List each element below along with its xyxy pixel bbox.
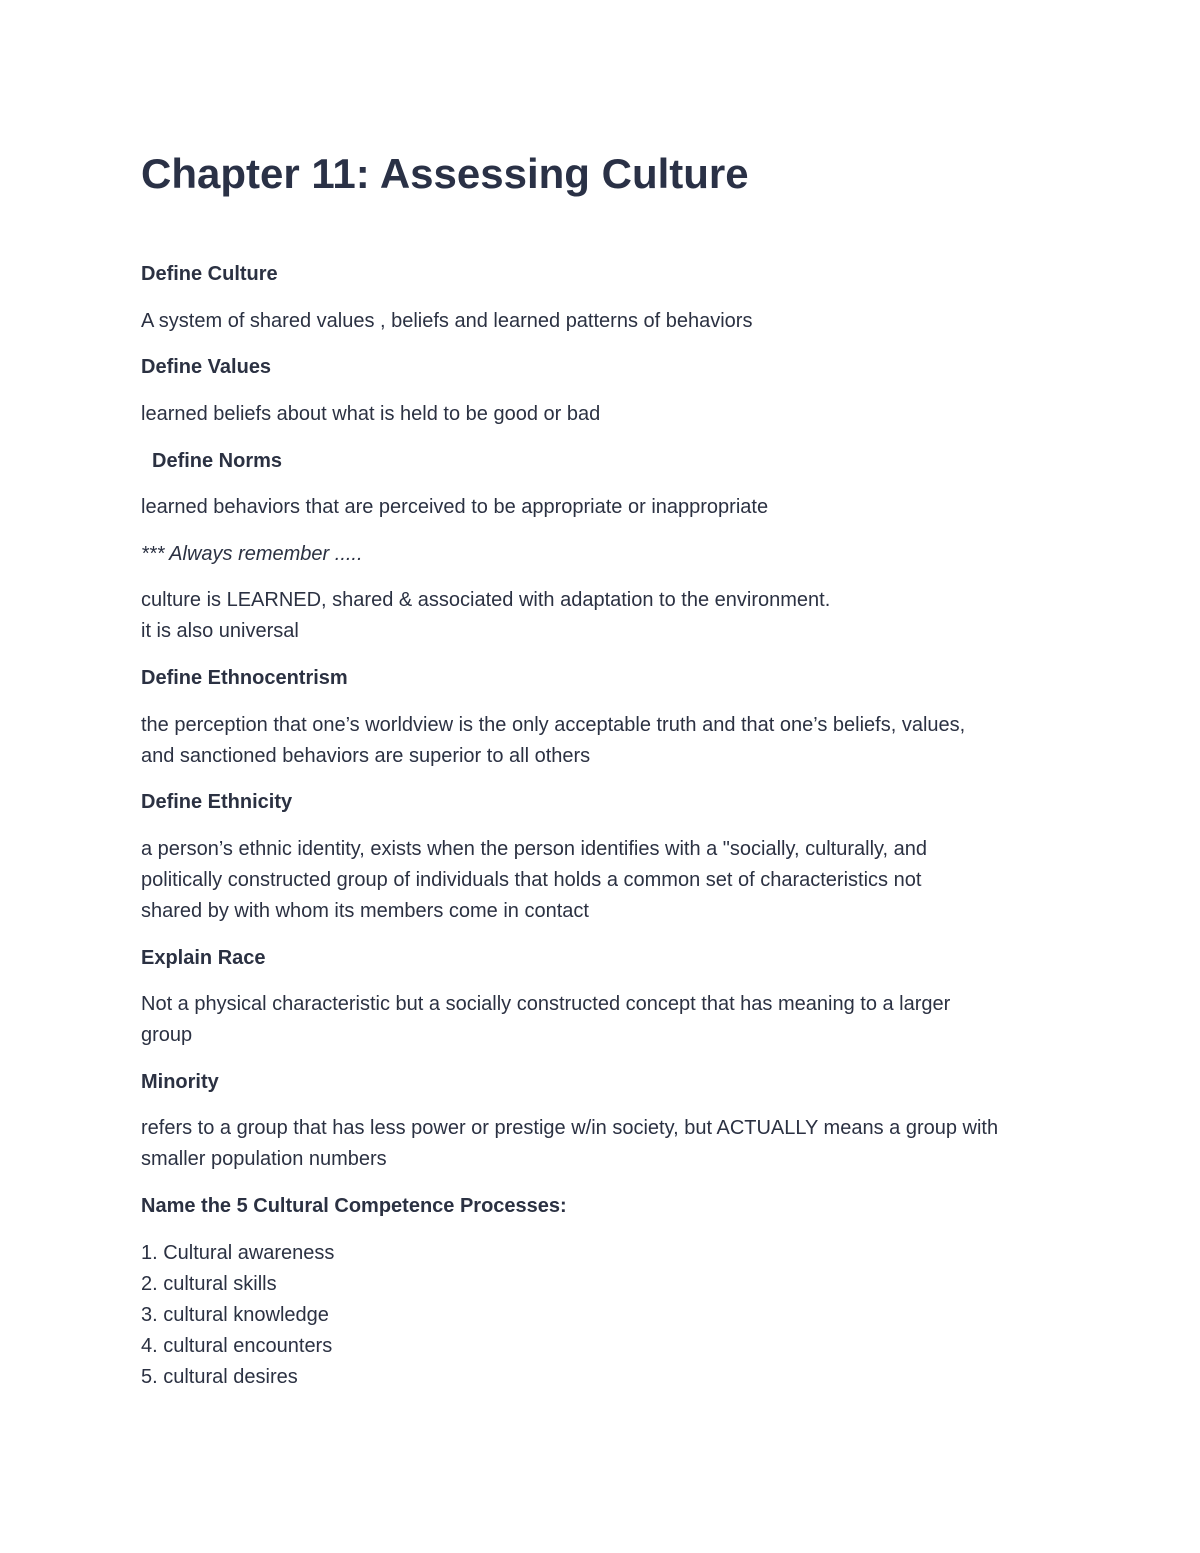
section-heading: Explain Race	[141, 947, 266, 969]
section-body: a person’s ethnic identity, exists when the person identifies with a "socially, culturally, and	[141, 838, 928, 860]
page-title: Chapter 11: Assessing Culture	[141, 150, 749, 197]
list-item: 2. cultural skills	[141, 1273, 277, 1295]
section-body: learned behaviors that are perceived to be appropriate or inappropriate	[141, 496, 769, 518]
list-item: 4. cultural encounters	[141, 1335, 333, 1357]
section-body: refers to a group that has less power or prestige w/in society, but ACTUALLY means a group with	[141, 1117, 999, 1139]
section-heading: Minority	[141, 1071, 219, 1093]
section-heading: Name the 5 Cultural Competence Processes:	[141, 1195, 567, 1217]
section-body: shared by with whom its members come in contact	[141, 900, 589, 922]
section-body: culture is LEARNED, shared & associated with adaptation to the environment.	[141, 589, 831, 611]
section-body: group	[141, 1024, 193, 1046]
reminder-note: *** Always remember .....	[141, 543, 363, 565]
section-body: learned beliefs about what is held to be good or bad	[141, 403, 601, 425]
section-body: politically constructed group of individuals that holds a common set of characteristics not	[141, 869, 922, 891]
section-body: the perception that one’s worldview is the only acceptable truth and that one’s beliefs, values,	[141, 714, 966, 736]
section-heading: Define Culture	[141, 263, 278, 285]
list-item: 5. cultural desires	[141, 1366, 298, 1388]
section-heading: Define Ethnocentrism	[141, 667, 348, 689]
list-item: 3. cultural knowledge	[141, 1304, 329, 1326]
section-heading: Define Ethnicity	[141, 791, 293, 813]
section-body: smaller population numbers	[141, 1148, 387, 1170]
section-heading: Define Norms	[152, 450, 283, 472]
section-body: it is also universal	[141, 620, 299, 642]
section-heading: Define Values	[141, 356, 272, 378]
section-body: A system of shared values , beliefs and learned patterns of behaviors	[141, 310, 753, 332]
section-body: and sanctioned behaviors are superior to all others	[141, 745, 591, 767]
section-body: Not a physical characteristic but a socially constructed concept that has meaning to a larger	[141, 993, 951, 1015]
list-item: 1. Cultural awareness	[141, 1242, 335, 1264]
